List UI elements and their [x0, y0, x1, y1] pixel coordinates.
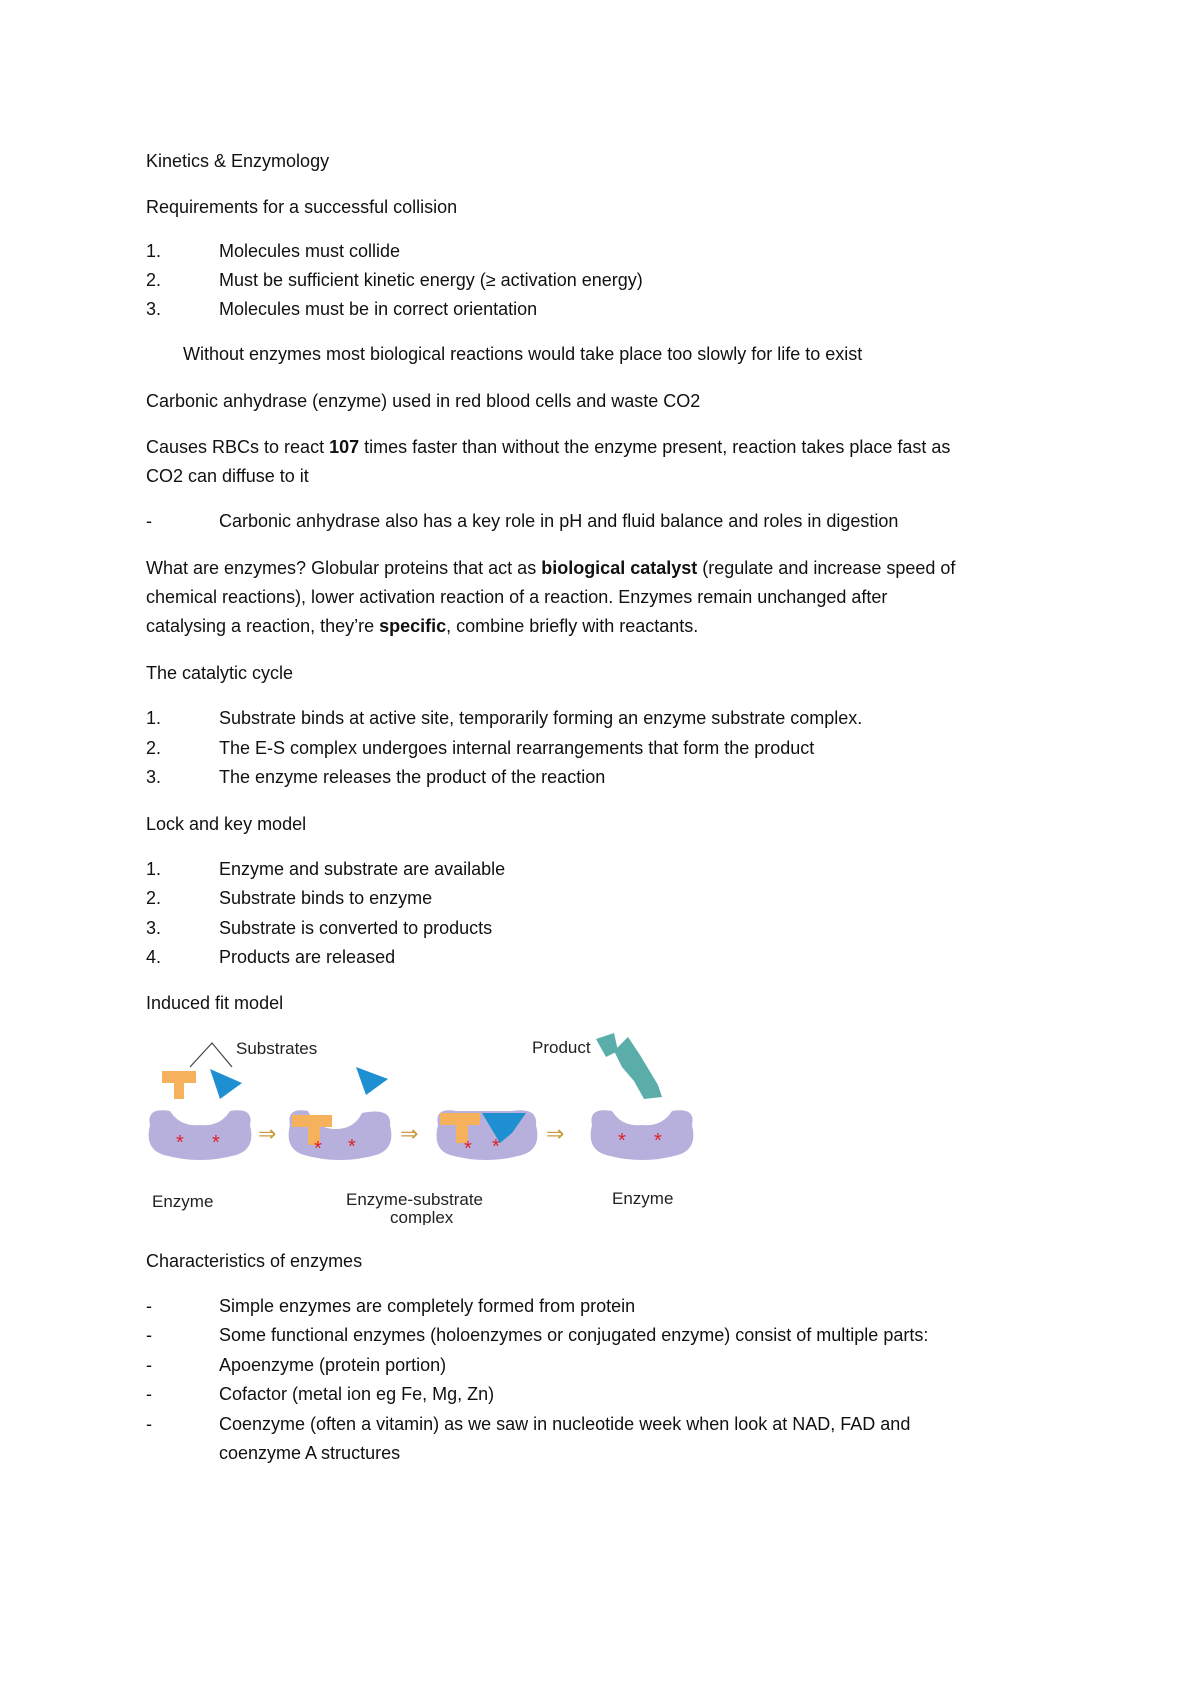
induced-fit-diagram — [140, 1025, 700, 1225]
list-item: 1. Substrate binds at active site, temporarily forming an enzyme substrate complex. — [146, 708, 863, 728]
arrow-icon: ⇒ — [400, 1121, 419, 1146]
enzyme-shape — [591, 1110, 694, 1160]
characteristics-heading: Characteristics of enzymes — [146, 1251, 363, 1271]
lock-heading: Lock and key model — [146, 814, 307, 834]
list-item-cont: coenzyme A structures — [219, 1443, 401, 1463]
list-item: - Apoenzyme (protein portion) — [146, 1355, 447, 1375]
product-label: Product — [532, 1038, 591, 1057]
induced-heading: Induced fit model — [146, 993, 284, 1013]
collision-heading: Requirements for a successful collision — [146, 197, 458, 217]
list-item: - Carbonic anhydrase also has a key role in pH and fluid balance and roles in digestion — [146, 511, 899, 531]
list-item: 1. Molecules must collide — [146, 241, 401, 261]
list-item: 4. Products are released — [146, 947, 396, 967]
active-site-star: * — [314, 1138, 322, 1160]
list-item: 2. Substrate binds to enzyme — [146, 888, 433, 908]
list-item: 2. Must be sufficient kinetic energy (≥ activation energy) — [146, 270, 643, 290]
active-site-star: * — [348, 1136, 356, 1158]
product-shape — [596, 1033, 618, 1057]
es-complex-label: complex — [390, 1208, 454, 1225]
list-item: - Some functional enzymes (holoenzymes or conjugated enzyme) consist of multiple parts: — [146, 1325, 929, 1345]
list-item: - Cofactor (metal ion eg Fe, Mg, Zn) — [146, 1384, 495, 1404]
active-site-star: * — [176, 1132, 184, 1154]
active-site-star: * — [464, 1138, 472, 1160]
active-site-star: * — [212, 1132, 220, 1154]
list-item: 3. The enzyme releases the product of the reaction — [146, 767, 606, 787]
arrow-icon: ⇒ — [258, 1121, 277, 1146]
page-title: Kinetics & Enzymology — [146, 151, 330, 171]
enzyme-label: Enzyme — [612, 1189, 674, 1208]
active-site-star: * — [618, 1130, 626, 1152]
enzymes-definition: What are enzymes? Globular proteins that act as biological catalyst (regulate and increase speed of — [146, 558, 956, 578]
active-site-star: * — [654, 1130, 662, 1152]
blue-substrate — [356, 1067, 388, 1095]
product-shape — [614, 1037, 662, 1099]
carbonic-line: Carbonic anhydrase (enzyme) used in red blood cells and waste CO2 — [146, 391, 701, 411]
enzyme-label: Enzyme — [152, 1192, 214, 1211]
list-item: - Simple enzymes are completely formed from protein — [146, 1296, 636, 1316]
collision-note: Without enzymes most biological reactions would take place too slowly for life to exist — [183, 344, 863, 364]
enzymes-definition-cont: catalysing a reaction, they’re specific, combine briefly with reactants. — [146, 616, 699, 636]
enzyme-shape — [149, 1110, 252, 1160]
list-item: 2. The E-S complex undergoes internal rearrangements that form the product — [146, 738, 815, 758]
carbonic-rate-cont: CO2 can diffuse to it — [146, 466, 309, 486]
blue-substrate — [210, 1069, 242, 1099]
list-item: 3. Substrate is converted to products — [146, 918, 493, 938]
orange-substrate — [162, 1071, 196, 1099]
cycle-heading: The catalytic cycle — [146, 663, 294, 683]
substrates-bracket — [190, 1043, 232, 1067]
arrow-icon: ⇒ — [546, 1121, 565, 1146]
es-complex-label: Enzyme-substrate — [346, 1190, 483, 1209]
list-item: 3. Molecules must be in correct orientation — [146, 299, 538, 319]
active-site-star: * — [492, 1136, 500, 1158]
enzymes-definition-cont: chemical reactions), lower activation reaction of a reaction. Enzymes remain unchanged after — [146, 587, 888, 607]
list-item: - Coenzyme (often a vitamin) as we saw in nucleotide week when look at NAD, FAD and — [146, 1414, 911, 1434]
list-item: 1. Enzyme and substrate are available — [146, 859, 506, 879]
carbonic-rate: Causes RBCs to react 107 times faster than without the enzyme present, reaction takes place fast as — [146, 437, 951, 457]
substrates-label: Substrates — [236, 1039, 318, 1058]
